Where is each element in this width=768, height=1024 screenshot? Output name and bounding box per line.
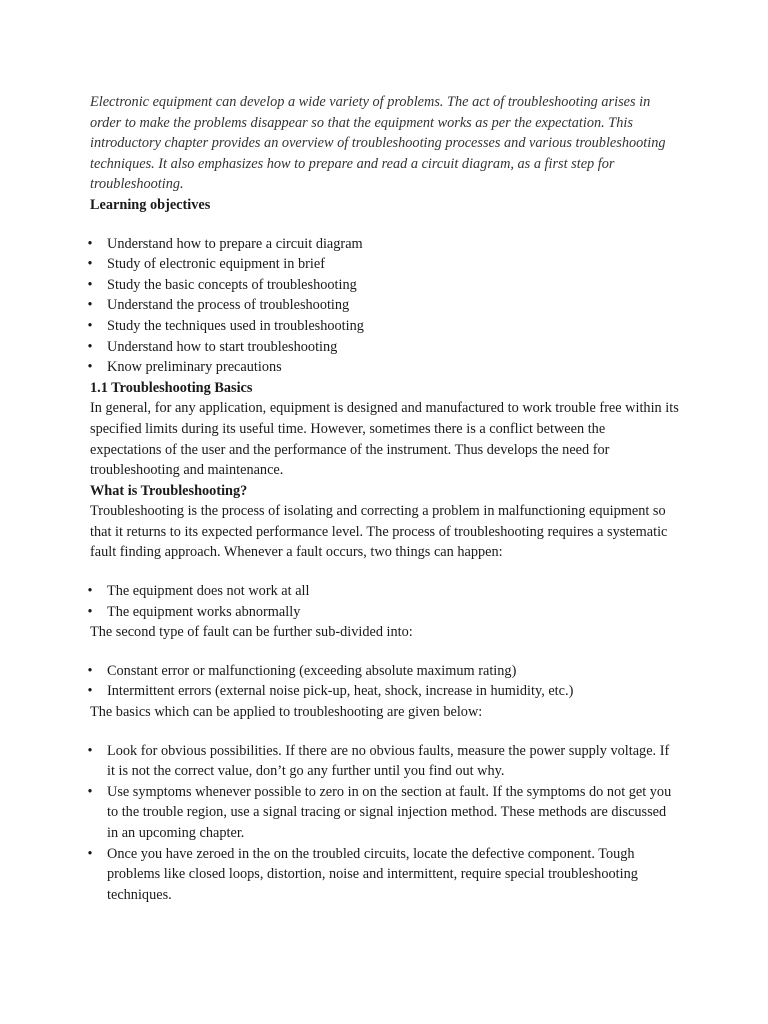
list-item-text: Understand how to start troubleshooting (107, 338, 338, 355)
learning-objectives-list (87, 234, 680, 378)
list-item (87, 741, 680, 782)
basics-paragraph: In general, for any application, equipment is designed and manufactured to work trouble free within its specified limits during its useful time. However, sometimes there is a conflict between the expectations of the user and the performance of the instrument. Thus develops the need for troubleshooting and maintenance. (90, 400, 679, 479)
list-item-text: Constant error or malfunctioning (exceeding absolute maximum rating) (107, 662, 517, 679)
list-item-text: Use symptoms whenever possible to zero in on the section at fault. If the symptoms do not get you to the trouble region, use a signal tracing or signal injection method. These methods are discussed in an upcoming chapter. (107, 783, 672, 841)
bullet-icon: • (87, 276, 93, 293)
basics-list (87, 741, 680, 906)
list-item (87, 337, 680, 358)
list-item (87, 254, 680, 275)
list-item (87, 681, 680, 702)
bullet-icon: • (87, 742, 93, 759)
intro-paragraph: Electronic equipment can develop a wide variety of problems. The act of troubleshooting arises in order to make the problems disappear so that the equipment works as per the expectation. This introductory chapter provides an overview of troubleshooting processes and various troubleshooting techniques. It also emphasizes how to prepare and read a circuit diagram, as a first step for troubleshooting. (90, 94, 666, 193)
bullet-icon: • (87, 662, 93, 679)
list-item-text: Intermittent errors (external noise pick-up, heat, shock, increase in humidity, etc.) (107, 683, 574, 700)
list-item (87, 844, 680, 906)
section-heading-what-is: What is Troubleshooting? (90, 482, 248, 499)
bullet-icon: • (87, 256, 93, 273)
bullet-icon: • (87, 359, 93, 376)
list-item (87, 275, 680, 296)
list-item-text: Study of electronic equipment in brief (107, 256, 325, 273)
list-item-text: Know preliminary precautions (107, 359, 282, 376)
list-item-text: Study the basic concepts of troubleshooting (107, 276, 357, 293)
list-item-text: Understand how to prepare a circuit diagram (107, 235, 363, 252)
bullet-icon: • (87, 683, 93, 700)
list-item-text: Study the techniques used in troubleshooting (107, 317, 364, 334)
section-heading-basics: 1.1 Troubleshooting Basics (90, 379, 253, 396)
list-item-text: Understand the process of troubleshooting (107, 297, 350, 314)
list-item (87, 602, 680, 623)
fault-outcomes-list (87, 581, 680, 622)
bullet-icon: • (87, 583, 93, 600)
list-item (87, 357, 680, 378)
list-item (87, 316, 680, 337)
bullet-icon: • (87, 317, 93, 334)
list-item (87, 782, 680, 844)
list-item (87, 661, 680, 682)
list-item (87, 234, 680, 255)
bullet-icon: • (87, 297, 93, 314)
learning-objectives-heading: Learning objectives (90, 196, 211, 213)
list-item (87, 581, 680, 602)
list-item (87, 295, 680, 316)
bullet-icon: • (87, 783, 93, 800)
bullet-icon: • (87, 603, 93, 620)
fault-types-list (87, 661, 680, 702)
what-is-paragraph: Troubleshooting is the process of isolating and correcting a problem in malfunctioning equipment so that it returns to its expected performance level. The process of troubleshooting requires a systematic fault finding approach. Whenever a fault occurs, two things can happen: (90, 503, 668, 561)
subdivide-text: The second type of fault can be further sub-divided into: (90, 624, 413, 641)
bullet-icon: • (87, 235, 93, 252)
list-item-text: The equipment does not work at all (107, 583, 310, 600)
list-item-text: Look for obvious possibilities. If there are no obvious faults, measure the power supply voltage. If it is not the correct value, don’t go any further until you find out why. (107, 742, 670, 780)
list-item-text: The equipment works abnormally (107, 603, 301, 620)
bullet-icon: • (87, 845, 93, 862)
list-item-text: Once you have zeroed in the on the troubled circuits, locate the defective component. Tough problems like closed loops, distortion, noise and intermittent, require special troubleshooting techniques. (107, 845, 638, 903)
basics-intro-text: The basics which can be applied to troubleshooting are given below: (90, 704, 483, 721)
document-page (87, 92, 680, 905)
bullet-icon: • (87, 338, 93, 355)
